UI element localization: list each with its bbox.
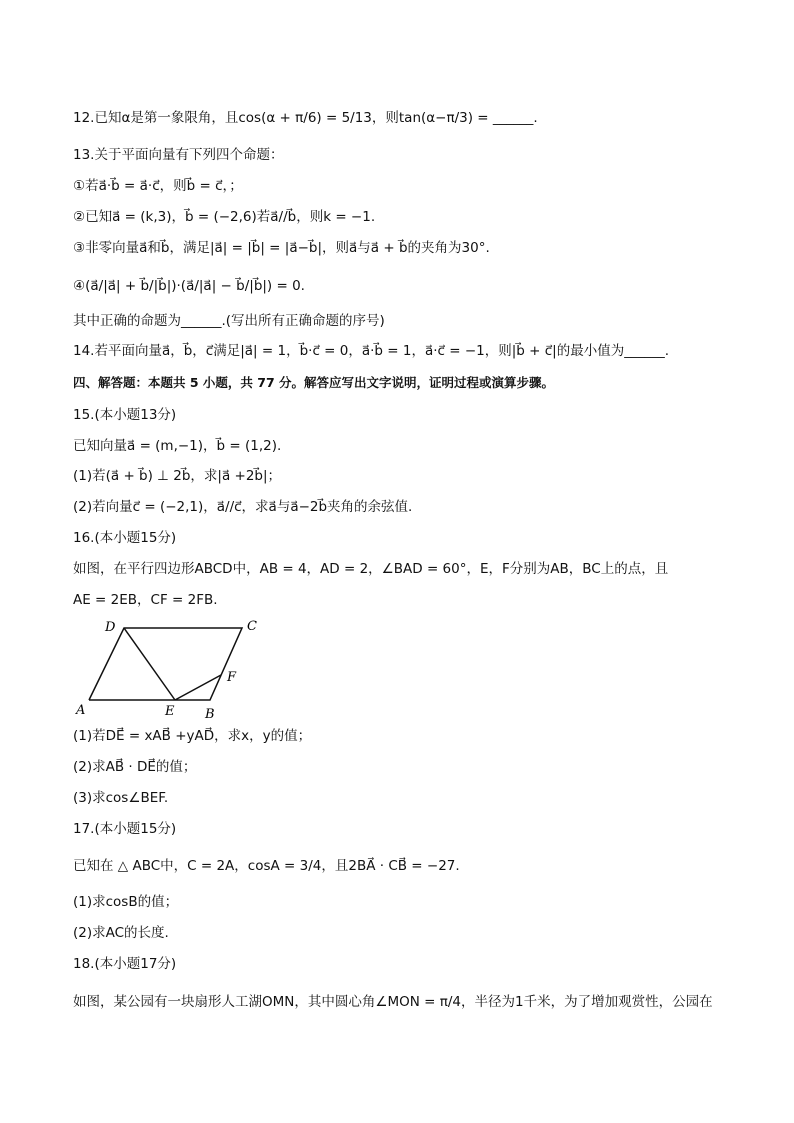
parallelogram-outline <box>89 628 242 700</box>
line-q16-stem-2: AE = 2EB，CF = 2FB. <box>73 592 218 608</box>
line-q15-stem: 已知向量a⃗ = (m,−1)，b⃗ = (1,2). <box>73 438 282 454</box>
line-q17: 17.(本小题15分) <box>73 821 177 837</box>
line-q17-stem: 已知在 △ ABC中，C = 2A，cosA = 3/4，且2BA⃗ · CB⃗ = −27. <box>73 858 460 874</box>
label-b: B <box>205 707 215 722</box>
line-q16-1: (1)若DE⃗ = xAB⃗ +yAD⃗，求x，y的值； <box>73 728 312 744</box>
segment-de <box>124 628 175 700</box>
line-q13-answer: 其中正确的命题为______.(写出所有正确命题的序号) <box>73 313 385 329</box>
line-q16-stem: 如图，在平行四边形ABCD中，AB = 4，AD = 2，∠BAD = 60°，E，F分别为AB，BC上的点，且 <box>73 561 669 577</box>
line-q17-1: (1)求cosB的值； <box>73 894 179 910</box>
label-a: A <box>76 703 86 718</box>
line-q16-3: (3)求cos∠BEF. <box>73 790 169 806</box>
label-f: F <box>227 670 237 685</box>
label-d: D <box>105 620 116 635</box>
line-q16-2: (2)求AB⃗ · DE⃗的值； <box>73 759 197 775</box>
label-e: E <box>165 704 175 719</box>
section-heading: 四、解答题：本题共 5 小题，共 77 分。解答应写出文字说明，证明过程或演算步骤。 <box>73 375 555 390</box>
segment-ef <box>175 675 221 700</box>
line-q13-2: ②已知a⃗ = (k,3)，b⃗ = (−2,6)若a⃗//b⃗，则k = −1. <box>73 209 376 225</box>
line-q13-4: ④(a⃗/|a⃗| + b⃗/|b⃗|)·(a⃗/|a⃗| − b⃗/|b⃗|) = 0. <box>73 278 305 294</box>
line-q18-stem: 如图，某公园有一块扇形人工湖OMN，其中圆心角∠MON = π/4，半径为1千米，为了增加观赏性，公园在 <box>73 994 713 1010</box>
line-q15-2: (2)若向量c⃗ = (−2,1)，a⃗//c⃗，求a⃗与a⃗−2b⃗夹角的余弦值. <box>73 499 413 515</box>
label-c: C <box>247 619 257 634</box>
line-q13: 13.关于平面向量有下列四个命题： <box>73 147 284 163</box>
line-q13-1: ①若a⃗·b⃗ = a⃗·c⃗，则b⃗ = c⃗，； <box>73 178 243 194</box>
line-q14: 14.若平面向量a⃗，b⃗，c⃗满足|a⃗| = 1，b⃗·c⃗ = 0，a⃗·b⃗ = 1，a⃗·c⃗ = −1，则|b⃗ + c⃗|的最小值为______. <box>73 343 670 359</box>
line-q17-2: (2)求AC的长度. <box>73 925 169 941</box>
line-q15-1: (1)若(a⃗ + b⃗) ⊥ 2b⃗，求|a⃗ +2b⃗|； <box>73 468 282 484</box>
line-q12: 12.已知α是第一象限角，且cos(α + π/6) = 5/13，则tan(α−π/3) = ______. <box>73 110 538 126</box>
line-q13-3: ③非零向量a⃗和b⃗，满足|a⃗| = |b⃗| = |a⃗−b⃗|，则a⃗与a⃗ + b⃗的夹角为30°. <box>73 240 490 256</box>
line-q16: 16.(本小题15分) <box>73 530 177 546</box>
parallelogram-figure <box>72 613 272 723</box>
line-q15: 15.(本小题13分) <box>73 407 177 423</box>
line-q18: 18.(本小题17分) <box>73 956 177 972</box>
